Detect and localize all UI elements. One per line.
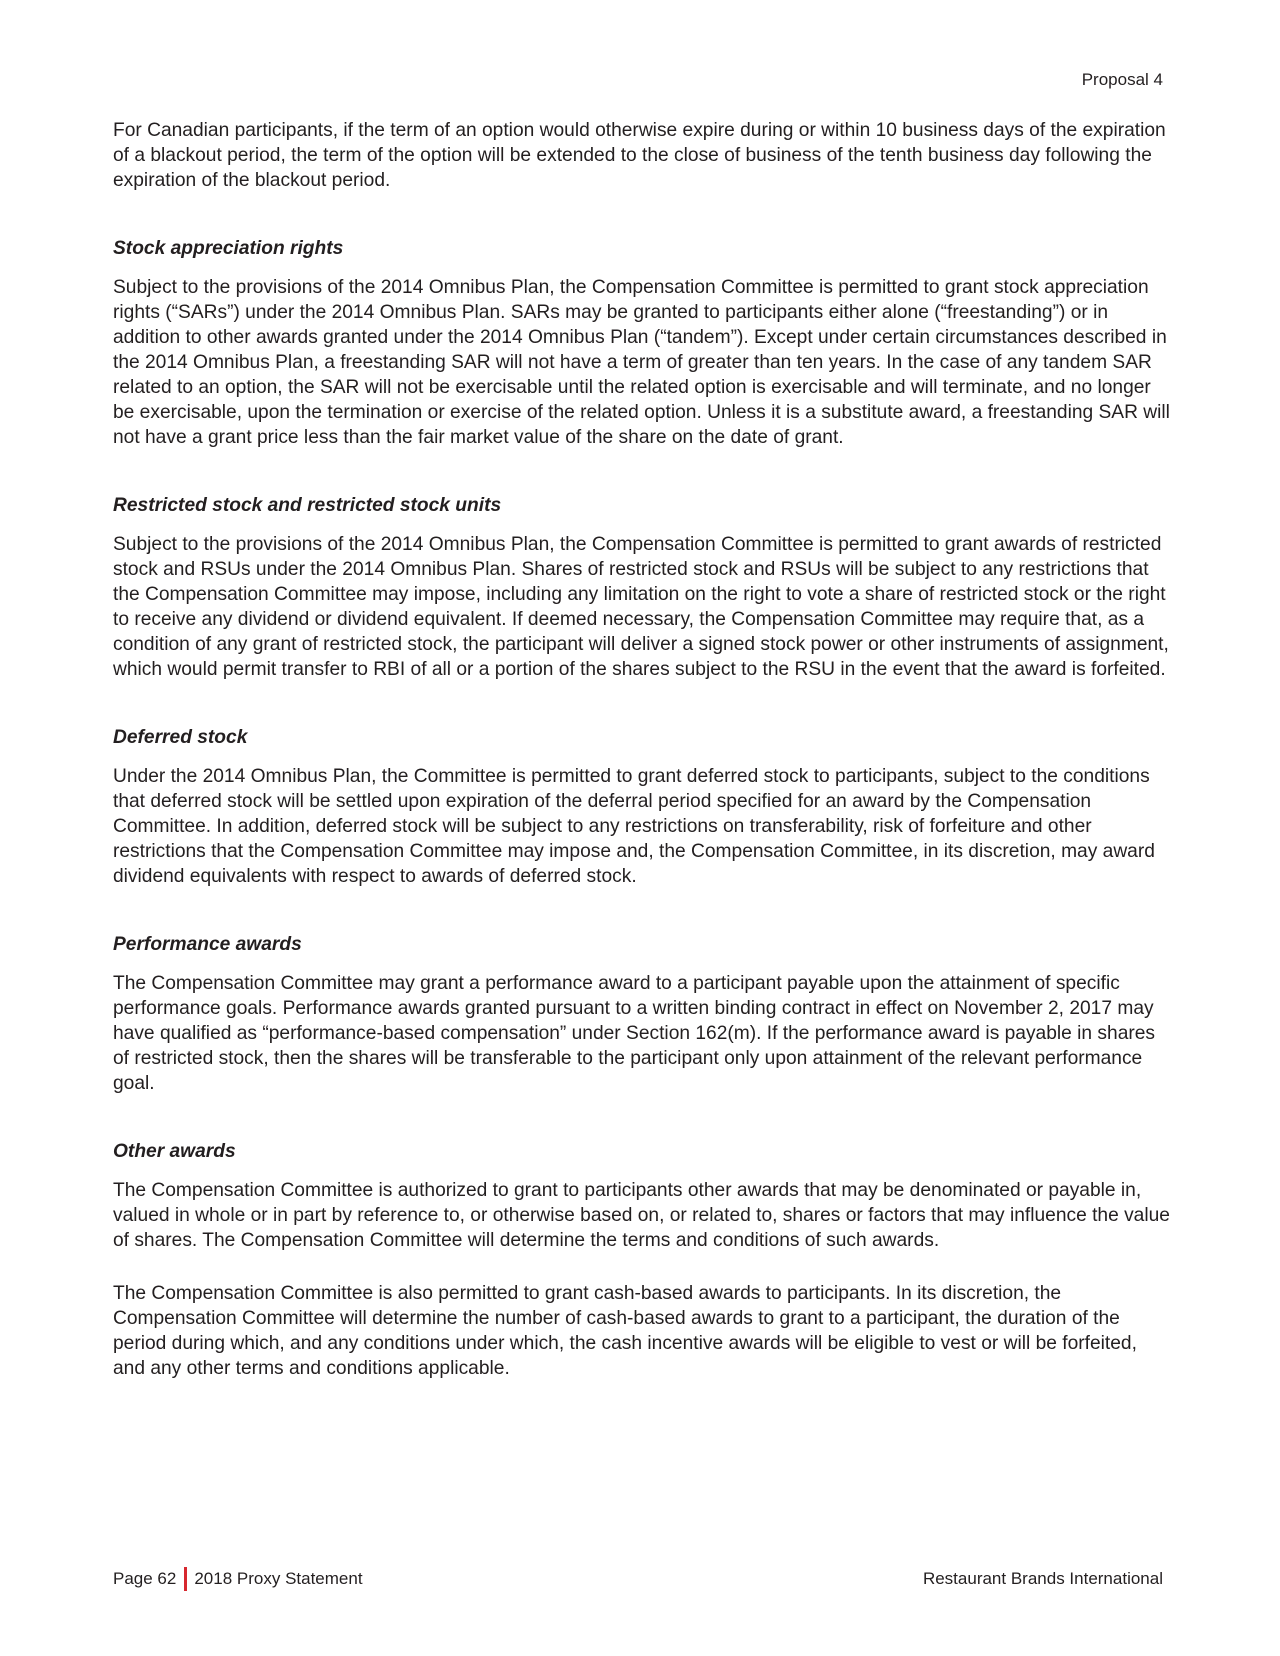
section-heading: Deferred stock — [113, 727, 248, 748]
section-paragraph: Subject to the provisions of the 2014 Omnibus Plan, the Compensation Committee is permitted to grant stock appreciation rights (“SARs”) under the 2014 Omnibus Plan. SARs may be granted to participants either alone (“freestanding”) or in addition to other awards granted under the 2014 Omnibus Plan (“tandem”). Except under certain circumstances described in the 2014 Omnibus Plan, a freestanding SAR will not have a term of greater than ten years. In the case of any tandem SAR related to an option, the SAR will not be exercisable until the related option is exercisable and will terminate, and no longer be exercisable, upon the termination or exercise of the related option. Unless it is a substitute award, a freestanding SAR will not have a grant price less than the fair market value of the share on the date of grant. — [113, 277, 1170, 448]
section-restricted-stock — [113, 493, 1173, 682]
section-paragraph: The Compensation Committee is also permitted to grant cash-based awards to participants. In its discretion, the Compensation Committee will determine the number of cash-based awards to grant to a participant, the duration of the period during which, and any conditions under which, the cash incentive awards will be eligible to vest or will be forfeited, and any other terms and conditions applicable. — [113, 1283, 1137, 1379]
footer-page-number: Page 62 — [113, 1569, 177, 1588]
footer-left — [113, 1566, 363, 1592]
section-paragraph: The Compensation Committee is authorized to grant to participants other awards that may be denominated or payable in, valued in whole or in part by reference to, or otherwise based on, or related to, shares or factors that may influence the value of shares. The Compensation Committee will determine the terms and conditions of such awards. — [113, 1180, 1170, 1251]
section-stock-appreciation-rights — [113, 236, 1173, 450]
section-heading: Restricted stock and restricted stock units — [113, 495, 502, 516]
section-paragraph: Under the 2014 Omnibus Plan, the Committee is permitted to grant deferred stock to participants, subject to the conditions that deferred stock will be settled upon expiration of the deferral period specified for an award by the Compensation Committee. In addition, deferred stock will be subject to any restrictions on transferability, risk of forfeiture and other restrictions that the Compensation Committee may impose and, the Compensation Committee, in its discretion, may award dividend equivalents with respect to awards of deferred stock. — [113, 766, 1155, 887]
document-body — [113, 118, 1173, 1381]
footer-company-name: Restaurant Brands International — [922, 1569, 1163, 1588]
section-heading: Stock appreciation rights — [113, 238, 344, 259]
page-header-section-label: Proposal 4 — [1081, 70, 1163, 89]
section-deferred-stock — [113, 725, 1173, 889]
page-footer — [113, 1566, 1163, 1592]
section-heading: Performance awards — [113, 934, 302, 955]
section-performance-awards — [113, 932, 1173, 1096]
footer-document-title: 2018 Proxy Statement — [194, 1569, 363, 1588]
intro-paragraph: For Canadian participants, if the term of an option would otherwise expire during or within 10 business days of the expiration of a blackout period, the term of the option will be extended to the close of business of the tenth business day following the expiration of the blackout period. — [113, 120, 1166, 191]
section-heading: Other awards — [113, 1141, 236, 1162]
footer-divider — [184, 1567, 187, 1591]
section-other-awards — [113, 1139, 1173, 1381]
section-paragraph: Subject to the provisions of the 2014 Omnibus Plan, the Compensation Committee is permitted to grant awards of restricted stock and RSUs under the 2014 Omnibus Plan. Shares of restricted stock and RSUs will be subject to any restrictions that the Compensation Committee may impose, including any limitation on the right to vote a share of restricted stock or the right to receive any dividend or dividend equivalent. If deemed necessary, the Compensation Committee may require that, as a condition of any grant of restricted stock, the participant will deliver a signed stock power or other instruments of assignment, which would permit transfer to RBI of all or a portion of the shares subject to the RSU in the event that the award is forfeited. — [113, 534, 1169, 680]
section-paragraph: The Compensation Committee may grant a performance award to a participant payable upon the attainment of specific performance goals. Performance awards granted pursuant to a written binding contract in effect on November 2, 2017 may have qualified as “performance-based compensation” under Section 162(m). If the performance award is payable in shares of restricted stock, then the shares will be transferable to the participant only upon attainment of the relevant performance goal. — [113, 973, 1156, 1094]
